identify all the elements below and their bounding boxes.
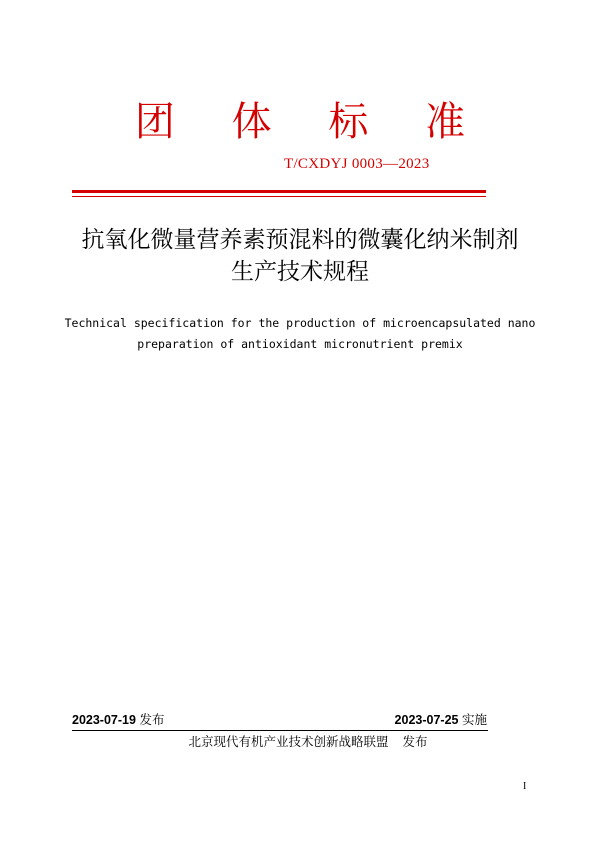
english-title-line-1: Technical specification for the production of microencapsulated nano bbox=[64, 316, 536, 330]
page-number: I bbox=[523, 781, 527, 792]
chinese-title-line-1: 抗氧化微量营养素预混料的微囊化纳米制剂 bbox=[81, 227, 519, 253]
issue-date-block bbox=[72, 712, 164, 728]
publisher-name: 北京现代有机产业技术创新战略联盟 bbox=[188, 734, 389, 749]
header-divider-thick bbox=[72, 190, 486, 193]
standard-code: T/CXDYJ 0003—2023 bbox=[284, 156, 430, 172]
issue-date: 2023-07-19 bbox=[72, 713, 136, 727]
effective-date: 2023-07-25 bbox=[394, 713, 459, 727]
issue-label: 发布 bbox=[139, 713, 165, 727]
effective-date-block bbox=[395, 712, 487, 728]
effective-label: 实施 bbox=[461, 713, 487, 727]
chinese-title-line-2: 生产技术规程 bbox=[231, 259, 369, 285]
footer-divider bbox=[72, 730, 488, 731]
chinese-title bbox=[40, 224, 560, 288]
header-divider-thin bbox=[72, 196, 486, 197]
standard-type-heading: 团 体 标 准 bbox=[134, 99, 488, 145]
english-title-line-2: preparation of antioxidant micronutrient premix bbox=[137, 337, 463, 351]
publisher-line bbox=[0, 733, 600, 751]
publisher-action: 发布 bbox=[402, 734, 428, 749]
english-title bbox=[40, 313, 560, 355]
